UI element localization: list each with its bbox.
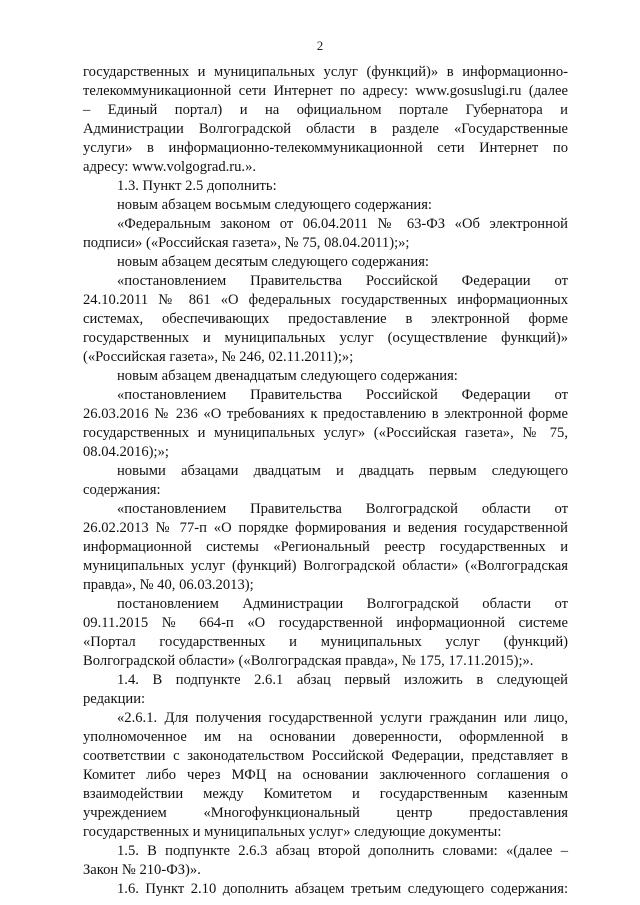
- text-line: постановлением Администрации Волгоградской области от: [117, 596, 568, 612]
- text-line: телекоммуникационной сети Интернет по адресу: www.gosuslugi.ru (далее: [83, 83, 568, 99]
- text-line: 24.10.2011 № 861 «О федеральных государственных информационных: [83, 292, 568, 308]
- text-line: Комитет либо через МФЦ на основании заключенного соглашения о: [83, 767, 568, 783]
- text-line: адресу: www.volgograd.ru.».: [83, 159, 257, 175]
- text-line: новыми абзацами двадцатым и двадцать первым следующего: [117, 463, 568, 479]
- text-line: Волгоградской области» («Волгоградская правда», № 175, 17.11.2015);».: [83, 653, 534, 669]
- text-line: новым абзацем двенадцатым следующего содержания:: [117, 368, 458, 384]
- text-line: подписи» («Российская газета», № 75, 08.04.2011);»;: [83, 235, 410, 251]
- text-line: «постановлением Правительства Волгоградской области от: [117, 501, 568, 517]
- text-line: («Российская газета», № 246, 02.11.2011);»;: [83, 349, 354, 365]
- text-line: «2.6.1. Для получения государственной услуги гражданин или лицо,: [117, 710, 568, 726]
- text-line: государственных и муниципальных услуг (функций)» в информационно-: [83, 64, 568, 80]
- text-line: 1.3. Пункт 2.5 дополнить:: [117, 178, 277, 194]
- text-line: «Портал государственных и муниципальных услуг (функций): [83, 634, 568, 650]
- text-line: уполномоченное им на основании доверенности, оформленной в: [83, 729, 568, 745]
- document-body: [83, 63, 568, 899]
- text-line: информационной системы «Региональный реестр государственных и: [83, 539, 568, 555]
- text-line: 08.04.2016);»;: [83, 444, 169, 460]
- text-line: «постановлением Правительства Российской Федерации от: [117, 387, 568, 403]
- text-line: соответствии с законодательством Российской Федерации, представляет в: [83, 748, 568, 764]
- text-line: правда», № 40, 06.03.2013);: [83, 577, 254, 593]
- page-number: 2: [316, 38, 324, 53]
- text-line: – Единый портал) и на официальном портале Губернатора и: [83, 102, 568, 118]
- text-line: услуги» в информационно-телекоммуникационной сети Интернет по: [83, 140, 568, 156]
- text-line: редакции:: [83, 691, 146, 707]
- text-line: государственных и муниципальных услуг» следующие документы:: [83, 824, 502, 840]
- text-line: Администрации Волгоградской области в разделе «Государственные: [83, 121, 568, 137]
- text-line: 1.4. В подпункте 2.6.1 абзац первый изложить в следующей: [117, 672, 568, 688]
- text-line: государственных и муниципальных услуг (осуществление функций)»: [83, 330, 568, 346]
- text-line: 26.03.2016 № 236 «О требованиях к предоставлению в электронной форме: [83, 406, 568, 422]
- text-line: новым абзацем восьмым следующего содержания:: [117, 197, 432, 213]
- text-line: взаимодействии между Комитетом и государственным казенным: [83, 786, 568, 802]
- text-line: новым абзацем десятым следующего содержания:: [117, 254, 429, 270]
- text-line: государственных и муниципальных услуг» («Российская газета», № 75,: [83, 425, 568, 441]
- text-line: 1.5. В подпункте 2.6.3 абзац второй дополнить словами: «(далее –: [117, 843, 568, 859]
- text-line: содержания:: [83, 482, 161, 498]
- text-line: 1.6. Пункт 2.10 дополнить абзацем третьим следующего содержания:: [117, 881, 568, 897]
- text-line: «постановлением Правительства Российской Федерации от: [117, 273, 568, 289]
- text-line: Закон № 210-ФЗ)».: [83, 862, 201, 878]
- text-line: 09.11.2015 № 664-п «О государственной информационной системе: [83, 615, 568, 631]
- text-line: 26.02.2013 № 77-п «О порядке формирования и ведения государственной: [83, 520, 568, 536]
- text-line: системах, обеспечивающих предоставление в электронной форме: [83, 311, 568, 327]
- text-line: учреждением «Многофункциональный центр предоставления: [83, 805, 568, 821]
- text-line: «Федеральным законом от 06.04.2011 № 63-ФЗ «Об электронной: [117, 216, 568, 232]
- text-line: муниципальных услуг (функций) Волгоградской области» («Волгоградская: [83, 558, 568, 574]
